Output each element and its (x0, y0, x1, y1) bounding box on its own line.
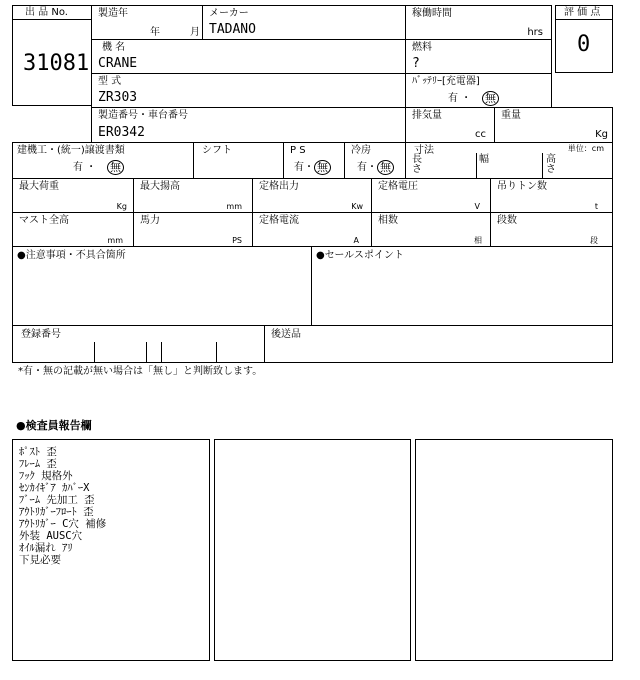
lift-ton-label: 吊りトン数 (497, 181, 547, 192)
length-label: 長 さ (412, 154, 422, 175)
weight-cell (494, 107, 613, 143)
model-name-value: CRANE (98, 56, 138, 71)
rated-output-unit: Kw (351, 202, 363, 211)
horsepower-cell (133, 212, 253, 247)
width-label: 幅 (479, 154, 489, 165)
max-lift-cell (133, 178, 253, 213)
model-name-cell (91, 39, 406, 74)
rated-output-label: 定格出力 (259, 181, 299, 192)
dimensions-label: 寸法 (414, 145, 434, 156)
report-column-3 (415, 439, 613, 661)
lift-ton-cell (490, 178, 613, 213)
lot-label: 出 品 No. (25, 7, 68, 18)
dimensions-unit: 単位：cm (567, 144, 604, 153)
battery-yes: 有 ・ (448, 93, 472, 104)
sales-point-label: ●セールスポイント (316, 250, 404, 261)
horsepower-unit: PS (232, 236, 242, 245)
lift-ton-unit: t (594, 202, 598, 211)
sales-point-cell (311, 246, 613, 326)
lot-label-cell (12, 5, 92, 20)
rating-value-cell (555, 19, 613, 73)
horsepower-label: 馬力 (140, 215, 160, 226)
year-cell (91, 5, 203, 40)
phase-label: 相数 (378, 215, 398, 226)
stages-cell (490, 212, 613, 247)
height-label: 高 さ (546, 154, 556, 175)
report-column-1 (12, 439, 210, 661)
maker-label: メーカー (209, 8, 249, 19)
report-notes-1: ﾎﾟｽﾄ 歪 ﾌﾚｰﾑ 歪 ﾌｯｸ 規格外 ｾﾝｶｲｷﾞｱ ｶﾊﾞｰX ﾌﾞｰﾑ 先加工 歪 ｱｳﾄﾘｶﾞｰﾌﾛｰﾄ 歪 ｱｳﾄﾘｶﾞｰ C穴 補修 外装 AUSC穴 ｵｲﾙ漏れ ｱﾘ 下見必要 (19, 446, 107, 566)
rated-voltage-label: 定格電圧 (378, 181, 418, 192)
month-unit: 月 (190, 27, 200, 38)
hours-label: 稼働時間 (412, 8, 452, 19)
weight-label: 重量 (501, 110, 521, 121)
battery-no-circled: 無 (482, 91, 499, 106)
displacement-cell (405, 107, 495, 143)
fuel-value: ? (412, 56, 420, 71)
registration-cell (12, 325, 265, 363)
max-load-cell (12, 178, 134, 213)
caution-cell (12, 246, 312, 326)
mast-height-cell (12, 212, 134, 247)
rated-output-cell (252, 178, 372, 213)
year-label: 製造年 (98, 8, 128, 19)
transfer-doc-cell (12, 142, 194, 179)
type-label: 型 式 (98, 76, 122, 87)
ac-no-circled: 無 (377, 160, 394, 175)
maker-cell (202, 5, 406, 40)
caution-label: ●注意事項・不具合箇所 (17, 250, 126, 261)
serial-label: 製造番号・車台番号 (98, 110, 188, 121)
stages-unit: 段 (590, 236, 598, 245)
transfer-doc-label: 建機工・(統一)譲渡書類 (17, 145, 125, 156)
type-value: ZR303 (98, 90, 138, 105)
maker-value: TADANO (209, 22, 256, 37)
battery-label: ﾊﾞｯﾃﾘｰ[充電器] (412, 76, 480, 87)
serial-value: ER0342 (98, 125, 145, 140)
rated-current-unit: A (353, 236, 359, 245)
rating-label: 評 価 点 (564, 7, 601, 18)
lot-value-cell (12, 19, 92, 106)
transfer-yes: 有 ・ (73, 162, 97, 173)
shift-label: シフト (202, 145, 232, 156)
model-name-label: 機 名 (102, 42, 126, 53)
type-cell (91, 73, 406, 108)
ac-label: 冷房 (351, 145, 371, 156)
report-column-2 (214, 439, 411, 661)
footnote: *有・無の記載が無い場合は「無し」と判断致します。 (18, 366, 263, 377)
mast-height-unit: mm (107, 236, 123, 245)
rated-current-cell (252, 212, 372, 247)
serial-cell (91, 107, 406, 143)
ac-yes: 有・ (357, 162, 377, 173)
transfer-no-circled: 無 (107, 160, 124, 175)
rated-voltage-cell (371, 178, 491, 213)
hours-cell (405, 5, 552, 40)
weight-unit: Kg (595, 129, 608, 140)
report-title: ●検査員報告欄 (16, 419, 92, 432)
battery-cell (405, 73, 552, 108)
ps-label: P S (290, 145, 306, 156)
rated-voltage-unit: V (474, 202, 480, 211)
max-lift-unit: mm (226, 202, 242, 211)
ps-cell (283, 142, 345, 179)
dimensions-cell (405, 142, 613, 179)
phase-unit: 相 (474, 236, 482, 245)
registration-label: 登録番号 (21, 329, 61, 340)
ps-yes: 有・ (294, 162, 314, 173)
max-load-unit: Kg (116, 202, 127, 211)
max-load-label: 最大荷重 (19, 181, 59, 192)
rating-value: 0 (577, 32, 591, 57)
max-lift-label: 最大揚高 (140, 181, 180, 192)
lot-number: 31081 (23, 51, 90, 76)
shipping-label: 後送品 (271, 329, 301, 340)
phase-cell (371, 212, 491, 247)
year-unit: 年 (150, 27, 160, 38)
hours-unit: hrs (527, 27, 543, 38)
displacement-label: 排気量 (412, 110, 442, 121)
stages-label: 段数 (497, 215, 517, 226)
rated-current-label: 定格電流 (259, 215, 299, 226)
shipping-cell (264, 325, 613, 363)
rating-label-cell (555, 5, 613, 20)
fuel-cell (405, 39, 552, 74)
fuel-label: 燃料 (412, 42, 432, 53)
mast-height-label: マスト全高 (19, 215, 69, 226)
ps-no-circled: 無 (314, 160, 331, 175)
shift-cell (193, 142, 284, 179)
ac-cell (344, 142, 406, 179)
displacement-unit: cc (475, 129, 486, 140)
